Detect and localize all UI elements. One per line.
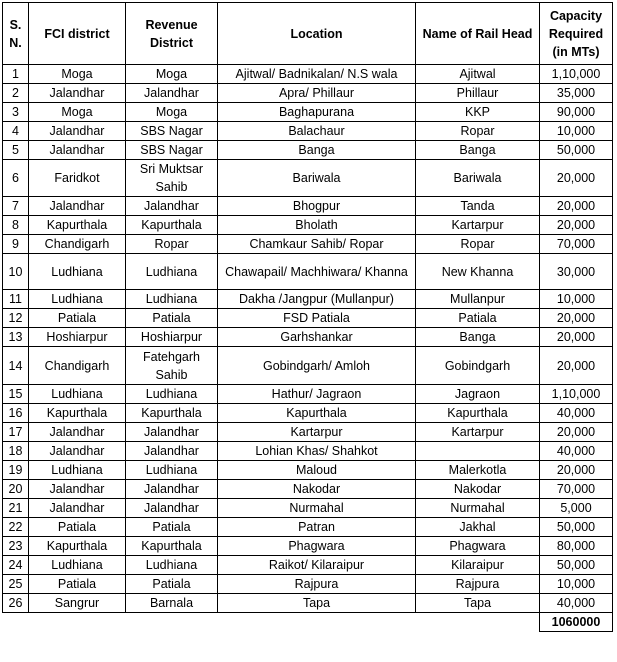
row-capacity: 1,10,000 bbox=[540, 65, 613, 84]
row-rail-head: New Khanna bbox=[416, 254, 540, 290]
row-fci-district: Ludhiana bbox=[29, 290, 126, 309]
row-location: Nakodar bbox=[218, 480, 416, 499]
total-capacity: 1060000 bbox=[540, 613, 613, 632]
header-row bbox=[3, 3, 613, 65]
table-row bbox=[3, 594, 613, 613]
table-row bbox=[3, 254, 613, 290]
row-sn: 11 bbox=[3, 290, 29, 309]
row-location: Garhshankar bbox=[218, 328, 416, 347]
total-row bbox=[3, 613, 613, 632]
row-rail-head: Patiala bbox=[416, 309, 540, 328]
row-sn: 17 bbox=[3, 423, 29, 442]
table-row bbox=[3, 385, 613, 404]
row-capacity: 1,10,000 bbox=[540, 385, 613, 404]
row-revenue-district: Jalandhar bbox=[126, 480, 218, 499]
row-revenue-district: Patiala bbox=[126, 518, 218, 537]
row-sn: 23 bbox=[3, 537, 29, 556]
row-revenue-district: Patiala bbox=[126, 309, 218, 328]
row-fci-district: Hoshiarpur bbox=[29, 328, 126, 347]
table-row bbox=[3, 499, 613, 518]
row-sn: 12 bbox=[3, 309, 29, 328]
table-row bbox=[3, 122, 613, 141]
row-location: Patran bbox=[218, 518, 416, 537]
table-row bbox=[3, 537, 613, 556]
row-sn: 18 bbox=[3, 442, 29, 461]
table-row bbox=[3, 518, 613, 537]
row-revenue-district: Ludhiana bbox=[126, 254, 218, 290]
row-capacity: 50,000 bbox=[540, 518, 613, 537]
row-location: Nurmahal bbox=[218, 499, 416, 518]
row-fci-district: Moga bbox=[29, 65, 126, 84]
row-capacity: 20,000 bbox=[540, 461, 613, 480]
row-rail-head: KKP bbox=[416, 103, 540, 122]
row-rail-head: Nakodar bbox=[416, 480, 540, 499]
row-revenue-district: SBS Nagar bbox=[126, 122, 218, 141]
row-capacity: 20,000 bbox=[540, 160, 613, 197]
row-revenue-district: Jalandhar bbox=[126, 499, 218, 518]
table-row bbox=[3, 556, 613, 575]
row-rail-head: Rajpura bbox=[416, 575, 540, 594]
row-rail-head: Gobindgarh bbox=[416, 347, 540, 385]
row-sn: 8 bbox=[3, 216, 29, 235]
row-fci-district: Patiala bbox=[29, 518, 126, 537]
row-capacity: 90,000 bbox=[540, 103, 613, 122]
row-capacity: 40,000 bbox=[540, 404, 613, 423]
row-location: Kartarpur bbox=[218, 423, 416, 442]
row-capacity: 40,000 bbox=[540, 594, 613, 613]
row-fci-district: Kapurthala bbox=[29, 404, 126, 423]
row-capacity: 50,000 bbox=[540, 141, 613, 160]
row-fci-district: Moga bbox=[29, 103, 126, 122]
row-location: Kapurthala bbox=[218, 404, 416, 423]
table-row bbox=[3, 328, 613, 347]
row-capacity: 20,000 bbox=[540, 423, 613, 442]
row-revenue-district: Patiala bbox=[126, 575, 218, 594]
row-rail-head: Banga bbox=[416, 141, 540, 160]
row-revenue-district: Barnala bbox=[126, 594, 218, 613]
row-revenue-district: Jalandhar bbox=[126, 197, 218, 216]
row-capacity: 70,000 bbox=[540, 235, 613, 254]
row-fci-district: Jalandhar bbox=[29, 197, 126, 216]
total-spacer bbox=[3, 613, 540, 632]
table-row bbox=[3, 103, 613, 122]
row-sn: 2 bbox=[3, 84, 29, 103]
row-fci-district: Chandigarh bbox=[29, 235, 126, 254]
row-sn: 24 bbox=[3, 556, 29, 575]
row-sn: 4 bbox=[3, 122, 29, 141]
row-capacity: 10,000 bbox=[540, 122, 613, 141]
row-rail-head: Ropar bbox=[416, 235, 540, 254]
table-row bbox=[3, 442, 613, 461]
row-capacity: 30,000 bbox=[540, 254, 613, 290]
table-row bbox=[3, 141, 613, 160]
row-location: Phagwara bbox=[218, 537, 416, 556]
row-sn: 21 bbox=[3, 499, 29, 518]
row-sn: 16 bbox=[3, 404, 29, 423]
row-sn: 25 bbox=[3, 575, 29, 594]
row-fci-district: Patiala bbox=[29, 575, 126, 594]
row-revenue-district: Jalandhar bbox=[126, 442, 218, 461]
row-location: Balachaur bbox=[218, 122, 416, 141]
row-capacity: 20,000 bbox=[540, 328, 613, 347]
row-location: Raikot/ Kilaraipur bbox=[218, 556, 416, 575]
row-location: Tapa bbox=[218, 594, 416, 613]
row-location: Rajpura bbox=[218, 575, 416, 594]
table-row bbox=[3, 197, 613, 216]
row-fci-district: Jalandhar bbox=[29, 141, 126, 160]
row-location: Lohian Khas/ Shahkot bbox=[218, 442, 416, 461]
row-location: Chawapail/ Machhiwara/ Khanna bbox=[218, 254, 416, 290]
row-capacity: 20,000 bbox=[540, 309, 613, 328]
row-revenue-district: Kapurthala bbox=[126, 216, 218, 235]
row-rail-head bbox=[416, 442, 540, 461]
row-revenue-district: Kapurthala bbox=[126, 404, 218, 423]
row-rail-head: Nurmahal bbox=[416, 499, 540, 518]
row-rail-head: Bariwala bbox=[416, 160, 540, 197]
row-fci-district: Ludhiana bbox=[29, 556, 126, 575]
row-revenue-district: Jalandhar bbox=[126, 423, 218, 442]
header-revenue-district: Revenue District bbox=[126, 3, 218, 65]
row-revenue-district: Kapurthala bbox=[126, 537, 218, 556]
row-fci-district: Kapurthala bbox=[29, 216, 126, 235]
header-rail-head: Name of Rail Head bbox=[416, 3, 540, 65]
row-revenue-district: Fatehgarh Sahib bbox=[126, 347, 218, 385]
row-location: Baghapurana bbox=[218, 103, 416, 122]
row-fci-district: Ludhiana bbox=[29, 254, 126, 290]
row-rail-head: Phillaur bbox=[416, 84, 540, 103]
row-sn: 6 bbox=[3, 160, 29, 197]
row-capacity: 20,000 bbox=[540, 216, 613, 235]
row-rail-head: Ajitwal bbox=[416, 65, 540, 84]
row-location: Gobindgarh/ Amloh bbox=[218, 347, 416, 385]
table-row bbox=[3, 309, 613, 328]
row-sn: 5 bbox=[3, 141, 29, 160]
row-sn: 20 bbox=[3, 480, 29, 499]
row-capacity: 20,000 bbox=[540, 347, 613, 385]
row-sn: 13 bbox=[3, 328, 29, 347]
row-fci-district: Jalandhar bbox=[29, 423, 126, 442]
row-capacity: 5,000 bbox=[540, 499, 613, 518]
row-revenue-district: SBS Nagar bbox=[126, 141, 218, 160]
row-rail-head: Kartarpur bbox=[416, 423, 540, 442]
table-row bbox=[3, 235, 613, 254]
row-revenue-district: Ludhiana bbox=[126, 290, 218, 309]
row-revenue-district: Jalandhar bbox=[126, 84, 218, 103]
table-row bbox=[3, 65, 613, 84]
row-capacity: 35,000 bbox=[540, 84, 613, 103]
row-location: FSD Patiala bbox=[218, 309, 416, 328]
table-row bbox=[3, 290, 613, 309]
row-rail-head: Banga bbox=[416, 328, 540, 347]
header-capacity: Capacity Required (in MTs) bbox=[540, 3, 613, 65]
row-capacity: 40,000 bbox=[540, 442, 613, 461]
table-row bbox=[3, 404, 613, 423]
row-revenue-district: Sri Muktsar Sahib bbox=[126, 160, 218, 197]
row-sn: 14 bbox=[3, 347, 29, 385]
row-location: Apra/ Phillaur bbox=[218, 84, 416, 103]
row-rail-head: Ropar bbox=[416, 122, 540, 141]
row-location: Bhogpur bbox=[218, 197, 416, 216]
row-capacity: 10,000 bbox=[540, 290, 613, 309]
table-row bbox=[3, 575, 613, 594]
row-location: Ajitwal/ Badnikalan/ N.S wala bbox=[218, 65, 416, 84]
row-rail-head: Kapurthala bbox=[416, 404, 540, 423]
row-fci-district: Kapurthala bbox=[29, 537, 126, 556]
row-revenue-district: Moga bbox=[126, 65, 218, 84]
row-rail-head: Phagwara bbox=[416, 537, 540, 556]
capacity-table bbox=[2, 2, 613, 632]
header-sn: S. N. bbox=[3, 3, 29, 65]
row-revenue-district: Hoshiarpur bbox=[126, 328, 218, 347]
row-rail-head: Jagraon bbox=[416, 385, 540, 404]
row-fci-district: Chandigarh bbox=[29, 347, 126, 385]
row-fci-district: Jalandhar bbox=[29, 499, 126, 518]
row-sn: 7 bbox=[3, 197, 29, 216]
row-location: Chamkaur Sahib/ Ropar bbox=[218, 235, 416, 254]
row-location: Dakha /Jangpur (Mullanpur) bbox=[218, 290, 416, 309]
row-sn: 19 bbox=[3, 461, 29, 480]
header-fci-district: FCI district bbox=[29, 3, 126, 65]
row-revenue-district: Ludhiana bbox=[126, 385, 218, 404]
row-rail-head: Tanda bbox=[416, 197, 540, 216]
row-sn: 3 bbox=[3, 103, 29, 122]
row-sn: 9 bbox=[3, 235, 29, 254]
row-rail-head: Kartarpur bbox=[416, 216, 540, 235]
row-sn: 22 bbox=[3, 518, 29, 537]
table-row bbox=[3, 160, 613, 197]
header-location: Location bbox=[218, 3, 416, 65]
row-fci-district: Faridkot bbox=[29, 160, 126, 197]
row-revenue-district: Ropar bbox=[126, 235, 218, 254]
row-sn: 15 bbox=[3, 385, 29, 404]
row-rail-head: Malerkotla bbox=[416, 461, 540, 480]
row-fci-district: Patiala bbox=[29, 309, 126, 328]
table-row bbox=[3, 216, 613, 235]
row-revenue-district: Ludhiana bbox=[126, 461, 218, 480]
row-rail-head: Tapa bbox=[416, 594, 540, 613]
row-capacity: 80,000 bbox=[540, 537, 613, 556]
row-sn: 26 bbox=[3, 594, 29, 613]
row-location: Bariwala bbox=[218, 160, 416, 197]
row-rail-head: Kilaraipur bbox=[416, 556, 540, 575]
row-capacity: 10,000 bbox=[540, 575, 613, 594]
table-row bbox=[3, 480, 613, 499]
table-row bbox=[3, 461, 613, 480]
row-location: Hathur/ Jagraon bbox=[218, 385, 416, 404]
table-row bbox=[3, 347, 613, 385]
row-sn: 10 bbox=[3, 254, 29, 290]
row-capacity: 20,000 bbox=[540, 197, 613, 216]
table-row bbox=[3, 84, 613, 103]
row-fci-district: Ludhiana bbox=[29, 461, 126, 480]
row-revenue-district: Moga bbox=[126, 103, 218, 122]
row-capacity: 50,000 bbox=[540, 556, 613, 575]
row-fci-district: Jalandhar bbox=[29, 122, 126, 141]
table-row bbox=[3, 423, 613, 442]
row-sn: 1 bbox=[3, 65, 29, 84]
row-fci-district: Jalandhar bbox=[29, 84, 126, 103]
row-fci-district: Jalandhar bbox=[29, 480, 126, 499]
row-location: Bholath bbox=[218, 216, 416, 235]
row-rail-head: Mullanpur bbox=[416, 290, 540, 309]
row-fci-district: Sangrur bbox=[29, 594, 126, 613]
row-fci-district: Jalandhar bbox=[29, 442, 126, 461]
row-rail-head: Jakhal bbox=[416, 518, 540, 537]
row-capacity: 70,000 bbox=[540, 480, 613, 499]
row-fci-district: Ludhiana bbox=[29, 385, 126, 404]
row-revenue-district: Ludhiana bbox=[126, 556, 218, 575]
row-location: Maloud bbox=[218, 461, 416, 480]
row-location: Banga bbox=[218, 141, 416, 160]
